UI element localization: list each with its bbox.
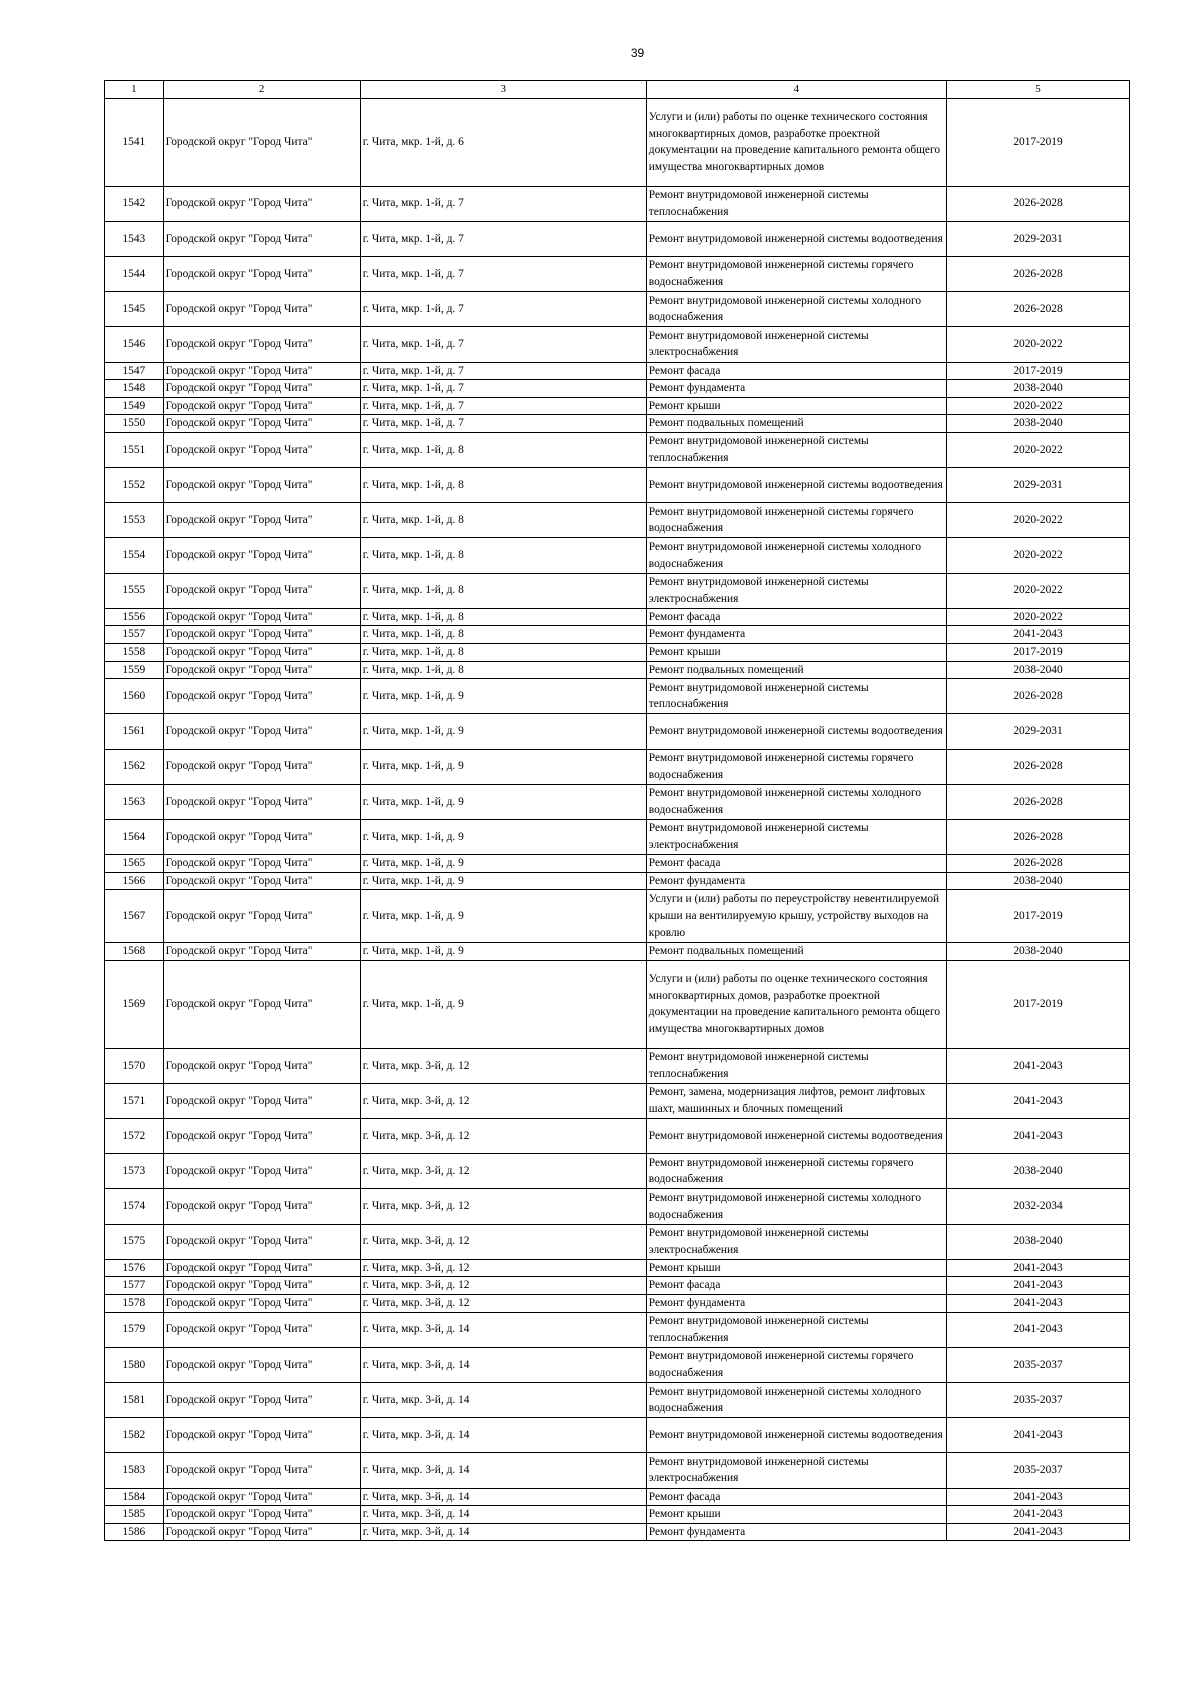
address-cell: г. Чита, мкр. 1-й, д. 8 [360, 626, 646, 644]
table-row [105, 1083, 1130, 1118]
period-cell: 2020-2022 [947, 608, 1130, 626]
address-cell: г. Чита, мкр. 3-й, д. 14 [360, 1418, 646, 1453]
municipality-cell: Городской округ "Город Чита" [163, 1347, 360, 1382]
address-cell: г. Чита, мкр. 3-й, д. 14 [360, 1523, 646, 1541]
column-header: 1 [105, 81, 164, 99]
period-cell: 2026-2028 [947, 784, 1130, 819]
address-cell: г. Чита, мкр. 1-й, д. 9 [360, 679, 646, 714]
work-type-cell: Ремонт внутридомовой инженерной системы водоотведения [646, 221, 946, 256]
address-cell: г. Чита, мкр. 1-й, д. 9 [360, 890, 646, 943]
period-cell: 2041-2043 [947, 1418, 1130, 1453]
municipality-cell: Городской округ "Город Чита" [163, 626, 360, 644]
table-row [105, 397, 1130, 415]
period-cell: 2041-2043 [947, 1048, 1130, 1083]
period-cell: 2029-2031 [947, 468, 1130, 503]
row-number-cell: 1572 [105, 1119, 164, 1154]
table-row [105, 362, 1130, 380]
work-type-cell: Ремонт внутридомовой инженерной системы электроснабжения [646, 573, 946, 608]
row-number-cell: 1561 [105, 714, 164, 749]
municipality-cell: Городской округ "Город Чита" [163, 503, 360, 538]
address-cell: г. Чита, мкр. 1-й, д. 8 [360, 573, 646, 608]
address-cell: г. Чита, мкр. 3-й, д. 14 [360, 1506, 646, 1524]
period-cell: 2032-2034 [947, 1189, 1130, 1224]
municipality-cell: Городской округ "Город Чита" [163, 608, 360, 626]
row-number-cell: 1560 [105, 679, 164, 714]
address-cell: г. Чита, мкр. 1-й, д. 7 [360, 256, 646, 291]
period-cell: 2026-2028 [947, 679, 1130, 714]
period-cell: 2026-2028 [947, 186, 1130, 221]
row-number-cell: 1583 [105, 1453, 164, 1488]
period-cell: 2041-2043 [947, 1295, 1130, 1313]
row-number-cell: 1559 [105, 661, 164, 679]
work-type-cell: Ремонт крыши [646, 1506, 946, 1524]
row-number-cell: 1584 [105, 1488, 164, 1506]
row-number-cell: 1570 [105, 1048, 164, 1083]
address-cell: г. Чита, мкр. 3-й, д. 12 [360, 1259, 646, 1277]
row-number-cell: 1585 [105, 1506, 164, 1524]
row-number-cell: 1558 [105, 644, 164, 662]
address-cell: г. Чита, мкр. 3-й, д. 14 [360, 1312, 646, 1347]
row-number-cell: 1563 [105, 784, 164, 819]
address-cell: г. Чита, мкр. 3-й, д. 12 [360, 1295, 646, 1313]
table-row [105, 256, 1130, 291]
work-type-cell: Ремонт внутридомовой инженерной системы теплоснабжения [646, 1048, 946, 1083]
work-type-cell: Ремонт подвальных помещений [646, 661, 946, 679]
row-number-cell: 1549 [105, 397, 164, 415]
municipality-cell: Городской округ "Город Чита" [163, 960, 360, 1048]
table-row [105, 714, 1130, 749]
table-row [105, 679, 1130, 714]
municipality-cell: Городской округ "Город Чита" [163, 362, 360, 380]
table-row [105, 1224, 1130, 1259]
period-cell: 2020-2022 [947, 503, 1130, 538]
municipality-cell: Городской округ "Город Чита" [163, 468, 360, 503]
row-number-cell: 1581 [105, 1383, 164, 1418]
address-cell: г. Чита, мкр. 1-й, д. 9 [360, 749, 646, 784]
municipality-cell: Городской округ "Город Чита" [163, 98, 360, 186]
period-cell: 2038-2040 [947, 380, 1130, 398]
work-type-cell: Ремонт внутридомовой инженерной системы электроснабжения [646, 1453, 946, 1488]
work-type-cell: Ремонт фасада [646, 1277, 946, 1295]
row-number-cell: 1566 [105, 872, 164, 890]
period-cell: 2035-2037 [947, 1383, 1130, 1418]
table-row [105, 1119, 1130, 1154]
municipality-cell: Городской округ "Город Чита" [163, 397, 360, 415]
table-row [105, 1523, 1130, 1541]
table-row [105, 415, 1130, 433]
table-row [105, 749, 1130, 784]
work-type-cell: Ремонт внутридомовой инженерной системы холодного водоснабжения [646, 1189, 946, 1224]
table-row [105, 1506, 1130, 1524]
table-row [105, 327, 1130, 362]
column-header: 5 [947, 81, 1130, 99]
row-number-cell: 1578 [105, 1295, 164, 1313]
municipality-cell: Городской округ "Город Чита" [163, 1312, 360, 1347]
period-cell: 2029-2031 [947, 714, 1130, 749]
address-cell: г. Чита, мкр. 1-й, д. 7 [360, 362, 646, 380]
address-cell: г. Чита, мкр. 1-й, д. 9 [360, 784, 646, 819]
municipality-cell: Городской округ "Город Чита" [163, 1154, 360, 1189]
work-type-cell: Ремонт внутридомовой инженерной системы теплоснабжения [646, 1312, 946, 1347]
table-row [105, 1277, 1130, 1295]
municipality-cell: Городской округ "Город Чита" [163, 573, 360, 608]
row-number-cell: 1568 [105, 943, 164, 961]
work-type-cell: Ремонт внутридомовой инженерной системы теплоснабжения [646, 679, 946, 714]
work-type-cell: Ремонт, замена, модернизация лифтов, ремонт лифтовых шахт, машинных и блочных помещений [646, 1083, 946, 1118]
period-cell: 2041-2043 [947, 1119, 1130, 1154]
address-cell: г. Чита, мкр. 3-й, д. 12 [360, 1083, 646, 1118]
column-header: 2 [163, 81, 360, 99]
table-row [105, 1418, 1130, 1453]
work-type-cell: Ремонт фасада [646, 855, 946, 873]
work-type-cell: Услуги и (или) работы по оценке технического состояния многоквартирных домов, разработке проектной документации на проведение капитального ремонта общего имущества многоквартирных домов [646, 960, 946, 1048]
period-cell: 2026-2028 [947, 855, 1130, 873]
period-cell: 2020-2022 [947, 432, 1130, 467]
period-cell: 2041-2043 [947, 1523, 1130, 1541]
table-row [105, 1347, 1130, 1382]
period-cell: 2041-2043 [947, 1259, 1130, 1277]
address-cell: г. Чита, мкр. 1-й, д. 9 [360, 855, 646, 873]
column-header: 4 [646, 81, 946, 99]
address-cell: г. Чита, мкр. 1-й, д. 7 [360, 380, 646, 398]
row-number-cell: 1577 [105, 1277, 164, 1295]
municipality-cell: Городской округ "Город Чита" [163, 1488, 360, 1506]
period-cell: 2017-2019 [947, 644, 1130, 662]
work-type-cell: Ремонт внутридомовой инженерной системы теплоснабжения [646, 186, 946, 221]
row-number-cell: 1586 [105, 1523, 164, 1541]
period-cell: 2017-2019 [947, 960, 1130, 1048]
table-row [105, 380, 1130, 398]
period-cell: 2020-2022 [947, 573, 1130, 608]
table-row [105, 943, 1130, 961]
row-number-cell: 1573 [105, 1154, 164, 1189]
work-type-cell: Ремонт внутридомовой инженерной системы электроснабжения [646, 1224, 946, 1259]
period-cell: 2038-2040 [947, 872, 1130, 890]
municipality-cell: Городской округ "Город Чита" [163, 1189, 360, 1224]
row-number-cell: 1550 [105, 415, 164, 433]
period-cell: 2026-2028 [947, 819, 1130, 854]
period-cell: 2020-2022 [947, 327, 1130, 362]
row-number-cell: 1547 [105, 362, 164, 380]
address-cell: г. Чита, мкр. 1-й, д. 7 [360, 415, 646, 433]
row-number-cell: 1564 [105, 819, 164, 854]
municipality-cell: Городской округ "Город Чита" [163, 1383, 360, 1418]
address-cell: г. Чита, мкр. 3-й, д. 14 [360, 1453, 646, 1488]
table-row [105, 1048, 1130, 1083]
row-number-cell: 1565 [105, 855, 164, 873]
address-cell: г. Чита, мкр. 3-й, д. 12 [360, 1224, 646, 1259]
work-type-cell: Ремонт внутридомовой инженерной системы холодного водоснабжения [646, 1383, 946, 1418]
table-row [105, 661, 1130, 679]
row-number-cell: 1553 [105, 503, 164, 538]
work-type-cell: Ремонт крыши [646, 1259, 946, 1277]
period-cell: 2026-2028 [947, 749, 1130, 784]
period-cell: 2038-2040 [947, 943, 1130, 961]
period-cell: 2017-2019 [947, 362, 1130, 380]
municipality-cell: Городской округ "Город Чита" [163, 221, 360, 256]
municipality-cell: Городской округ "Город Чита" [163, 872, 360, 890]
municipality-cell: Городской округ "Город Чита" [163, 380, 360, 398]
period-cell: 2038-2040 [947, 1224, 1130, 1259]
work-type-cell: Ремонт внутридомовой инженерной системы горячего водоснабжения [646, 1347, 946, 1382]
table-header-row [105, 81, 1130, 99]
work-type-cell: Ремонт внутридомовой инженерной системы горячего водоснабжения [646, 749, 946, 784]
work-type-cell: Ремонт подвальных помещений [646, 943, 946, 961]
work-type-cell: Ремонт крыши [646, 644, 946, 662]
period-cell: 2017-2019 [947, 98, 1130, 186]
address-cell: г. Чита, мкр. 1-й, д. 9 [360, 872, 646, 890]
table-row [105, 626, 1130, 644]
page-number: 39 [630, 46, 645, 60]
municipality-cell: Городской округ "Город Чита" [163, 415, 360, 433]
address-cell: г. Чита, мкр. 1-й, д. 8 [360, 608, 646, 626]
row-number-cell: 1545 [105, 292, 164, 327]
municipality-cell: Городской округ "Город Чита" [163, 292, 360, 327]
table-row [105, 784, 1130, 819]
row-number-cell: 1571 [105, 1083, 164, 1118]
municipality-cell: Городской округ "Город Чита" [163, 943, 360, 961]
table-row [105, 1488, 1130, 1506]
address-cell: г. Чита, мкр. 3-й, д. 12 [360, 1189, 646, 1224]
table-row [105, 573, 1130, 608]
work-type-cell: Ремонт фасада [646, 1488, 946, 1506]
work-type-cell: Ремонт внутридомовой инженерной системы водоотведения [646, 1119, 946, 1154]
work-type-cell: Ремонт фасада [646, 608, 946, 626]
work-type-cell: Ремонт крыши [646, 397, 946, 415]
address-cell: г. Чита, мкр. 3-й, д. 12 [360, 1154, 646, 1189]
row-number-cell: 1546 [105, 327, 164, 362]
municipality-cell: Городской округ "Город Чита" [163, 784, 360, 819]
work-type-cell: Ремонт внутридомовой инженерной системы горячего водоснабжения [646, 256, 946, 291]
address-cell: г. Чита, мкр. 3-й, д. 12 [360, 1119, 646, 1154]
work-type-cell: Ремонт внутридомовой инженерной системы водоотведения [646, 1418, 946, 1453]
period-cell: 2041-2043 [947, 1506, 1130, 1524]
address-cell: г. Чита, мкр. 1-й, д. 9 [360, 960, 646, 1048]
period-cell: 2041-2043 [947, 626, 1130, 644]
work-type-cell: Ремонт внутридомовой инженерной системы водоотведения [646, 714, 946, 749]
table-row [105, 1312, 1130, 1347]
row-number-cell: 1554 [105, 538, 164, 573]
period-cell: 2041-2043 [947, 1312, 1130, 1347]
work-type-cell: Ремонт внутридомовой инженерной системы холодного водоснабжения [646, 784, 946, 819]
column-header: 3 [360, 81, 646, 99]
work-type-cell: Услуги и (или) работы по оценке технического состояния многоквартирных домов, разработке проектной документации на проведение капитального ремонта общего имущества многоквартирных домов [646, 98, 946, 186]
address-cell: г. Чита, мкр. 3-й, д. 14 [360, 1488, 646, 1506]
table-row [105, 221, 1130, 256]
row-number-cell: 1574 [105, 1189, 164, 1224]
table-row [105, 608, 1130, 626]
municipality-cell: Городской округ "Город Чита" [163, 1295, 360, 1313]
address-cell: г. Чита, мкр. 1-й, д. 8 [360, 661, 646, 679]
table-row [105, 1154, 1130, 1189]
address-cell: г. Чита, мкр. 1-й, д. 8 [360, 432, 646, 467]
address-cell: г. Чита, мкр. 1-й, д. 7 [360, 397, 646, 415]
municipality-cell: Городской округ "Город Чита" [163, 1083, 360, 1118]
address-cell: г. Чита, мкр. 1-й, д. 9 [360, 819, 646, 854]
work-type-cell: Ремонт внутридомовой инженерной системы горячего водоснабжения [646, 503, 946, 538]
address-cell: г. Чита, мкр. 1-й, д. 7 [360, 186, 646, 221]
period-cell: 2038-2040 [947, 661, 1130, 679]
row-number-cell: 1542 [105, 186, 164, 221]
work-type-cell: Ремонт внутридомовой инженерной системы холодного водоснабжения [646, 292, 946, 327]
table-row [105, 186, 1130, 221]
table-row [105, 538, 1130, 573]
period-cell: 2035-2037 [947, 1453, 1130, 1488]
municipality-cell: Городской округ "Город Чита" [163, 1506, 360, 1524]
work-type-cell: Ремонт внутридомовой инженерной системы электроснабжения [646, 819, 946, 854]
municipality-cell: Городской округ "Город Чита" [163, 432, 360, 467]
municipality-cell: Городской округ "Город Чита" [163, 890, 360, 943]
municipality-cell: Городской округ "Город Чита" [163, 661, 360, 679]
address-cell: г. Чита, мкр. 1-й, д. 8 [360, 468, 646, 503]
municipality-cell: Городской округ "Город Чита" [163, 1277, 360, 1295]
row-number-cell: 1562 [105, 749, 164, 784]
work-type-cell: Ремонт фундамента [646, 380, 946, 398]
row-number-cell: 1569 [105, 960, 164, 1048]
address-cell: г. Чита, мкр. 1-й, д. 7 [360, 221, 646, 256]
period-cell: 2041-2043 [947, 1277, 1130, 1295]
repair-schedule-table [104, 80, 1130, 1541]
address-cell: г. Чита, мкр. 3-й, д. 14 [360, 1383, 646, 1418]
row-number-cell: 1582 [105, 1418, 164, 1453]
municipality-cell: Городской округ "Город Чита" [163, 644, 360, 662]
table-row [105, 1259, 1130, 1277]
row-number-cell: 1580 [105, 1347, 164, 1382]
municipality-cell: Городской округ "Город Чита" [163, 819, 360, 854]
work-type-cell: Ремонт фасада [646, 362, 946, 380]
period-cell: 2035-2037 [947, 1347, 1130, 1382]
period-cell: 2017-2019 [947, 890, 1130, 943]
period-cell: 2029-2031 [947, 221, 1130, 256]
period-cell: 2026-2028 [947, 256, 1130, 291]
work-type-cell: Ремонт внутридомовой инженерной системы горячего водоснабжения [646, 1154, 946, 1189]
address-cell: г. Чита, мкр. 3-й, д. 14 [360, 1347, 646, 1382]
work-type-cell: Ремонт внутридомовой инженерной системы водоотведения [646, 468, 946, 503]
address-cell: г. Чита, мкр. 1-й, д. 6 [360, 98, 646, 186]
row-number-cell: 1557 [105, 626, 164, 644]
table-row [105, 960, 1130, 1048]
table-row [105, 1383, 1130, 1418]
table-row [105, 1295, 1130, 1313]
table-row [105, 98, 1130, 186]
row-number-cell: 1556 [105, 608, 164, 626]
address-cell: г. Чита, мкр. 1-й, д. 8 [360, 644, 646, 662]
period-cell: 2038-2040 [947, 415, 1130, 433]
table-body [105, 81, 1130, 1541]
table-row [105, 872, 1130, 890]
municipality-cell: Городской округ "Город Чита" [163, 1048, 360, 1083]
municipality-cell: Городской округ "Город Чита" [163, 1523, 360, 1541]
period-cell: 2038-2040 [947, 1154, 1130, 1189]
work-type-cell: Ремонт внутридомовой инженерной системы холодного водоснабжения [646, 538, 946, 573]
address-cell: г. Чита, мкр. 1-й, д. 9 [360, 943, 646, 961]
row-number-cell: 1543 [105, 221, 164, 256]
table-row [105, 468, 1130, 503]
address-cell: г. Чита, мкр. 1-й, д. 9 [360, 714, 646, 749]
municipality-cell: Городской округ "Город Чита" [163, 1453, 360, 1488]
municipality-cell: Городской округ "Город Чита" [163, 186, 360, 221]
work-type-cell: Ремонт подвальных помещений [646, 415, 946, 433]
address-cell: г. Чита, мкр. 1-й, д. 7 [360, 327, 646, 362]
work-type-cell: Ремонт фундамента [646, 1295, 946, 1313]
municipality-cell: Городской округ "Город Чита" [163, 855, 360, 873]
row-number-cell: 1575 [105, 1224, 164, 1259]
row-number-cell: 1567 [105, 890, 164, 943]
row-number-cell: 1552 [105, 468, 164, 503]
table-row [105, 432, 1130, 467]
table-row [105, 1453, 1130, 1488]
municipality-cell: Городской округ "Город Чита" [163, 749, 360, 784]
address-cell: г. Чита, мкр. 3-й, д. 12 [360, 1277, 646, 1295]
row-number-cell: 1548 [105, 380, 164, 398]
row-number-cell: 1579 [105, 1312, 164, 1347]
municipality-cell: Городской округ "Город Чита" [163, 538, 360, 573]
municipality-cell: Городской округ "Город Чита" [163, 1119, 360, 1154]
period-cell: 2041-2043 [947, 1488, 1130, 1506]
work-type-cell: Ремонт фундамента [646, 1523, 946, 1541]
municipality-cell: Городской округ "Город Чита" [163, 1259, 360, 1277]
address-cell: г. Чита, мкр. 1-й, д. 7 [360, 292, 646, 327]
period-cell: 2020-2022 [947, 397, 1130, 415]
municipality-cell: Городской округ "Город Чита" [163, 256, 360, 291]
period-cell: 2026-2028 [947, 292, 1130, 327]
work-type-cell: Ремонт внутридомовой инженерной системы электроснабжения [646, 327, 946, 362]
row-number-cell: 1555 [105, 573, 164, 608]
row-number-cell: 1576 [105, 1259, 164, 1277]
table-row [105, 503, 1130, 538]
table-row [105, 890, 1130, 943]
row-number-cell: 1541 [105, 98, 164, 186]
table-row [105, 1189, 1130, 1224]
municipality-cell: Городской округ "Город Чита" [163, 327, 360, 362]
municipality-cell: Городской округ "Город Чита" [163, 714, 360, 749]
address-cell: г. Чита, мкр. 3-й, д. 12 [360, 1048, 646, 1083]
municipality-cell: Городской округ "Город Чита" [163, 1224, 360, 1259]
table-row [105, 855, 1130, 873]
period-cell: 2041-2043 [947, 1083, 1130, 1118]
work-type-cell: Ремонт фундамента [646, 626, 946, 644]
period-cell: 2020-2022 [947, 538, 1130, 573]
table-row [105, 644, 1130, 662]
municipality-cell: Городской округ "Город Чита" [163, 679, 360, 714]
table-row [105, 292, 1130, 327]
work-type-cell: Ремонт внутридомовой инженерной системы теплоснабжения [646, 432, 946, 467]
work-type-cell: Ремонт фундамента [646, 872, 946, 890]
address-cell: г. Чита, мкр. 1-й, д. 8 [360, 538, 646, 573]
row-number-cell: 1544 [105, 256, 164, 291]
municipality-cell: Городской округ "Город Чита" [163, 1418, 360, 1453]
table-row [105, 819, 1130, 854]
address-cell: г. Чита, мкр. 1-й, д. 8 [360, 503, 646, 538]
work-type-cell: Услуги и (или) работы по переустройству невентилируемой крыши на вентилируемую крышу, устройству выходов на кровлю [646, 890, 946, 943]
row-number-cell: 1551 [105, 432, 164, 467]
